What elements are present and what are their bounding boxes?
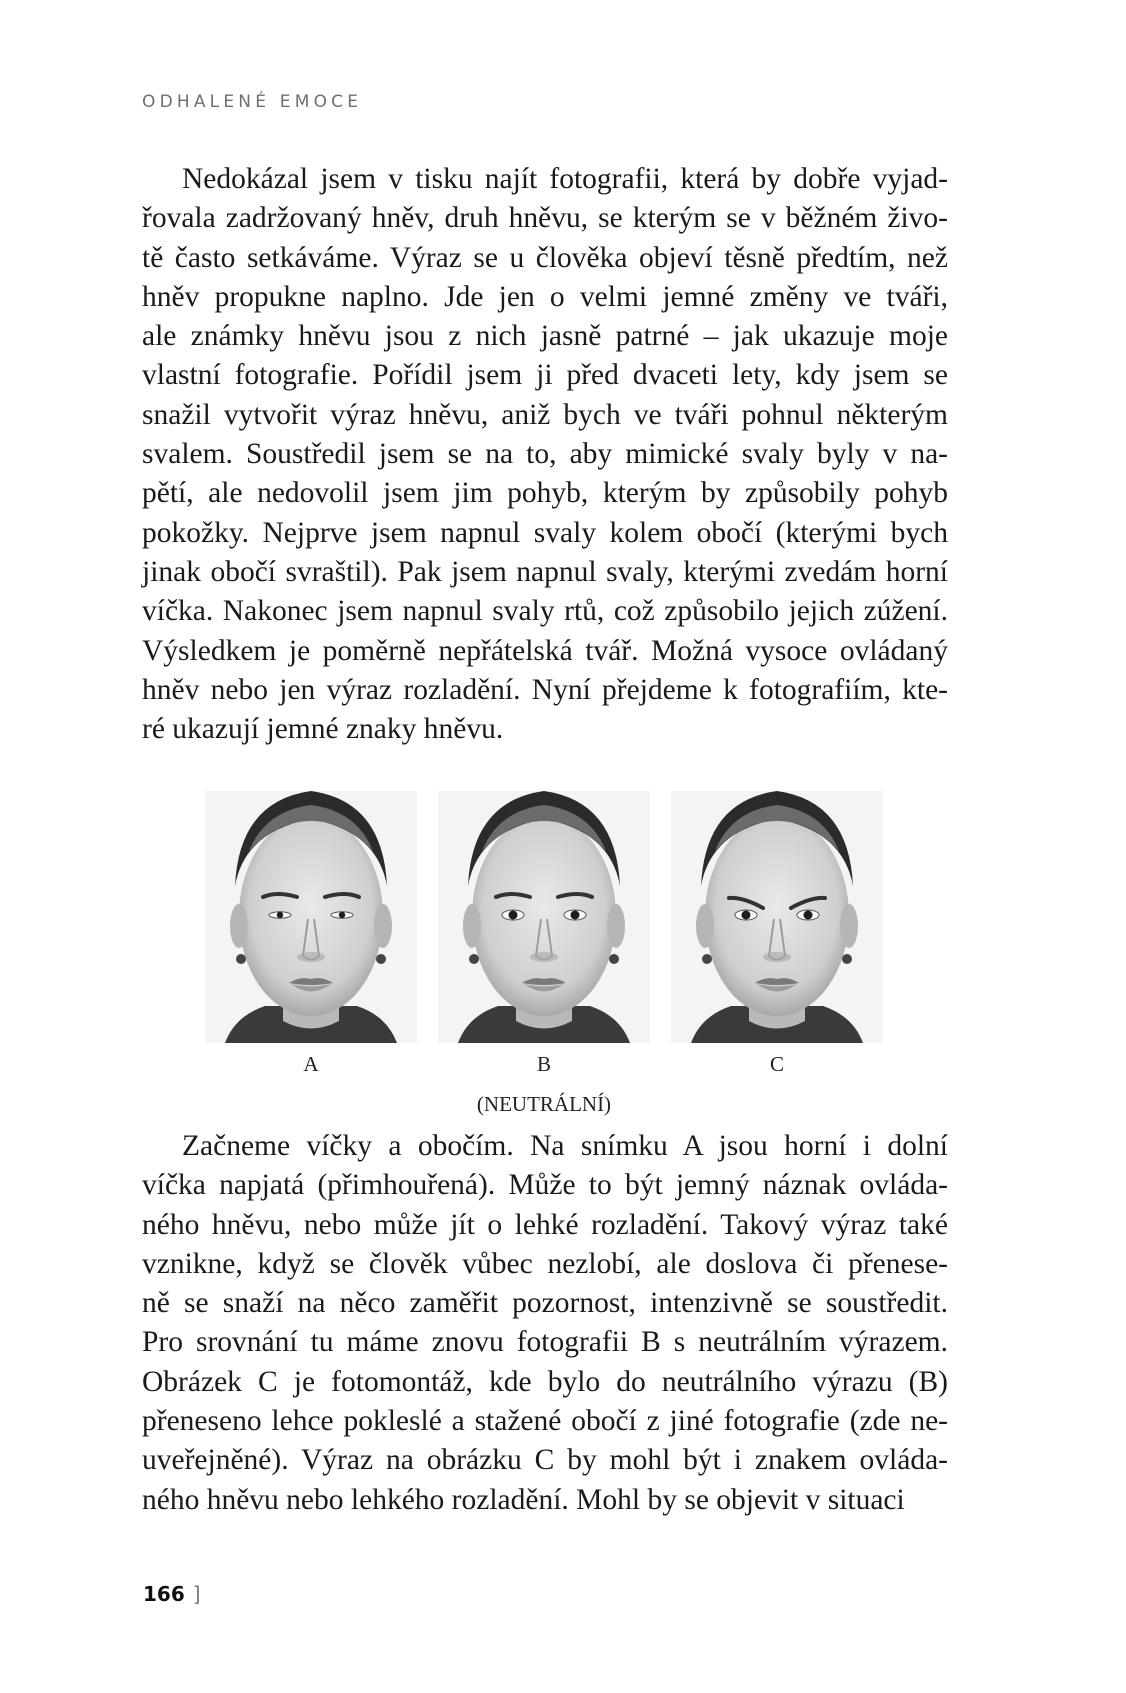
page-number-value: 166: [143, 1582, 185, 1606]
text-line: Nedokázal jsem v tisku najít fotografii, která by dobře vyjad-: [182, 163, 948, 195]
text-line: uveřejněné). Výraz na obrázku C by mohl být i znakem ovláda-: [142, 1444, 948, 1477]
text-line: ale známky hněvu jsou z nich jasně patrné – jak ukazuje moje: [142, 320, 948, 353]
figure-face-photos: [200, 791, 890, 1043]
photo-a: [205, 791, 417, 1043]
text-line: Obrázek C je fotomontáž, kde bylo do neutrálního výrazu (B): [142, 1365, 948, 1398]
text-line: ného hněvu, nebo může jít o lehké rozladění. Takový výraz také: [142, 1208, 948, 1241]
photo-caption-neutral: (NEUTRÁLNÍ): [476, 1092, 612, 1116]
page-bracket: ]: [192, 1582, 201, 1606]
photo-label-c: C: [769, 1052, 784, 1076]
text-line: řovala zadržovaný hněv, druh hněvu, se kterým se v běžném živo-: [142, 202, 948, 235]
text-line: vznikne, když se člověk vůbec nezlobí, ale doslova či přenese-: [142, 1247, 948, 1280]
text-line: ré ukazují jemné znaky hněvu.: [142, 713, 504, 746]
text-line: ně se snaží na něco zaměřit pozornost, intenzivně se soustředit.: [142, 1287, 948, 1320]
text-line: přeneseno lehce pokleslé a stažené obočí z jiné fotografie (zde ne-: [142, 1405, 948, 1438]
text-line: svalem. Soustředil jsem se na to, aby mimické svaly byly v na-: [142, 438, 948, 471]
running-head: ODHALENÉ EMOCE: [142, 92, 363, 112]
photo-label-a: A: [303, 1052, 319, 1076]
text-line: Pro srovnání tu máme znovu fotografii B s neutrálním výrazem.: [142, 1326, 948, 1359]
text-line: vlastní fotografie. Pořídil jsem ji před dvaceti lety, kdy jsem se: [142, 359, 948, 392]
text-line: pětí, ale nedovolil jsem jim pohyb, kterým by způsobily pohyb: [142, 477, 948, 510]
text-line: tě často setkáváme. Výraz se u člověka objeví těsně předtím, než: [142, 241, 948, 274]
page-number: [143, 1582, 201, 1606]
photo-label-b: B: [536, 1052, 551, 1076]
text-line: víčka napjatá (přimhouřená). Může to být jemný náznak ovláda-: [142, 1169, 948, 1202]
text-line: víčka. Nakonec jsem napnul svaly rtů, což způsobilo jejich zúžení.: [142, 595, 948, 628]
text-line: jinak obočí svraštil). Pak jsem napnul svaly, kterými zvedám horní: [142, 555, 948, 588]
paragraph-1: [142, 160, 948, 749]
text-line: snažil vytvořit výraz hněvu, aniž bych ve tváři pohnul některým: [142, 398, 948, 431]
text-line: hněv nebo jen výraz rozladění. Nyní přejdeme k fotografiím, kte-: [142, 673, 948, 706]
text-line: Začneme víčky a obočím. Na snímku A jsou horní i dolní: [182, 1130, 948, 1162]
text-line: ného hněvu nebo lehkého rozladění. Mohl by se objevit v situaci: [142, 1483, 905, 1516]
text-line: Výsledkem je poměrně nepřátelská tvář. Možná vysoce ovládaný: [142, 634, 948, 667]
paragraph-2: [142, 1127, 948, 1520]
photo-c: [671, 791, 883, 1043]
photo-b: [438, 791, 650, 1043]
text-line: pokožky. Nejprve jsem napnul svaly kolem obočí (kterými bych: [142, 516, 948, 549]
text-line: hněv propukne naplno. Jde jen o velmi jemné změny ve tváři,: [142, 280, 948, 313]
